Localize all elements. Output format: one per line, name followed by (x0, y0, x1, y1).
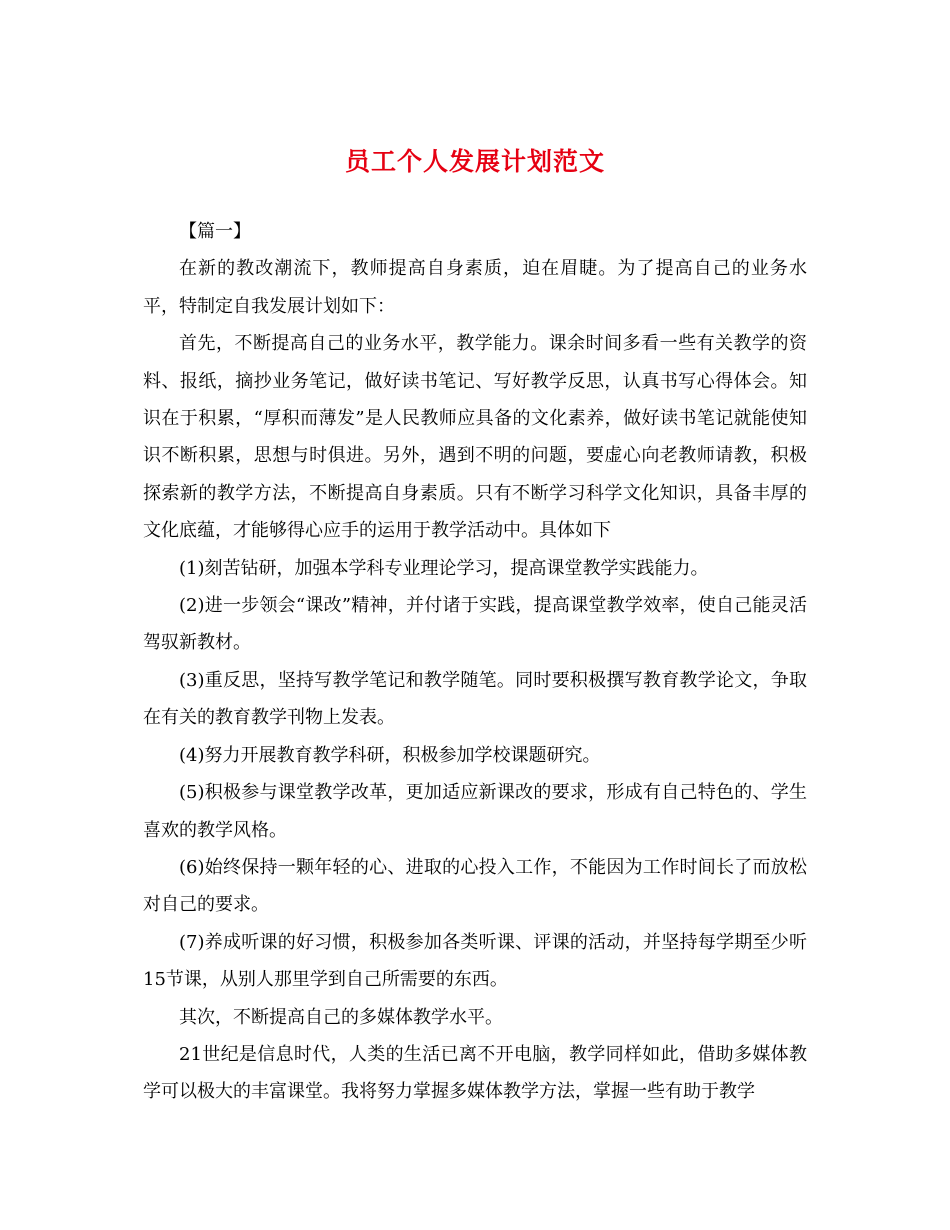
list-item: (5)积极参与课堂教学改革，更加适应新课改的要求，形成有自己特色的、学生喜欢的教学风格。 (143, 782, 807, 841)
list-item: (6)始终保持一颗年轻的心、进取的心投入工作，不能因为工作时间长了而放松对自己的要求。 (143, 856, 807, 916)
paragraph: 其次，不断提高自己的多媒体教学水平。 (179, 1006, 503, 1028)
list-item: (4)努力开展教育教学科研，积极参加学校课题研究。 (179, 744, 601, 766)
paragraph: 首先，不断提高自己的业务水平，教学能力。课余时间多看一些有关教学的资料、报纸，摘抄业务笔记，做好读书笔记、写好教学反思，认真书写心得体会。知识在于积累，“厚积而薄发”是人民教师应具备的文化素养，做好读书笔记就能使知识不断积累，思想与时俱进。另外，遇到不明的问题，要虚心向老教师请教，积极探索新的教学方法，不断提高自身素质。只有不断学习科学文化知识，具备丰厚的文化底蕴，才能够得心应手的运用于教学活动中。具体如下 (143, 333, 807, 542)
paragraph: 21世纪是信息时代，人类的生活已离不开电脑，教学同样如此，借助多媒体教学可以极大的丰富课堂。我将努力掌握多媒体教学方法，掌握一些有助于教学 (143, 1043, 807, 1103)
document-title: 员工个人发展计划范文 (344, 147, 605, 176)
list-item: (3)重反思，坚持写教学笔记和教学随笔。同时要积极撰写教育教学论文，争取在有关的教育教学刊物上发表。 (143, 669, 807, 729)
list-item: (7)养成听课的好习惯，积极参加各类听课、评课的活动，并坚持每学期至少听15节课，从别人那里学到自己所需要的东西。 (143, 931, 807, 991)
paragraph: 在新的教改潮流下，教师提高自身素质，迫在眉睫。为了提高自己的业务水平，特制定自我发展计划如下： (143, 258, 807, 317)
list-item: (2)进一步领会“课改”精神，并付诸于实践，提高课堂教学效率，使自己能灵活驾驭新教材。 (143, 595, 807, 654)
document-body (143, 213, 807, 1111)
section-heading: 【篇一】 (179, 221, 251, 242)
list-item: (1)刻苦钻研，加强本学科专业理论学习，提高课堂教学实践能力。 (179, 557, 709, 579)
